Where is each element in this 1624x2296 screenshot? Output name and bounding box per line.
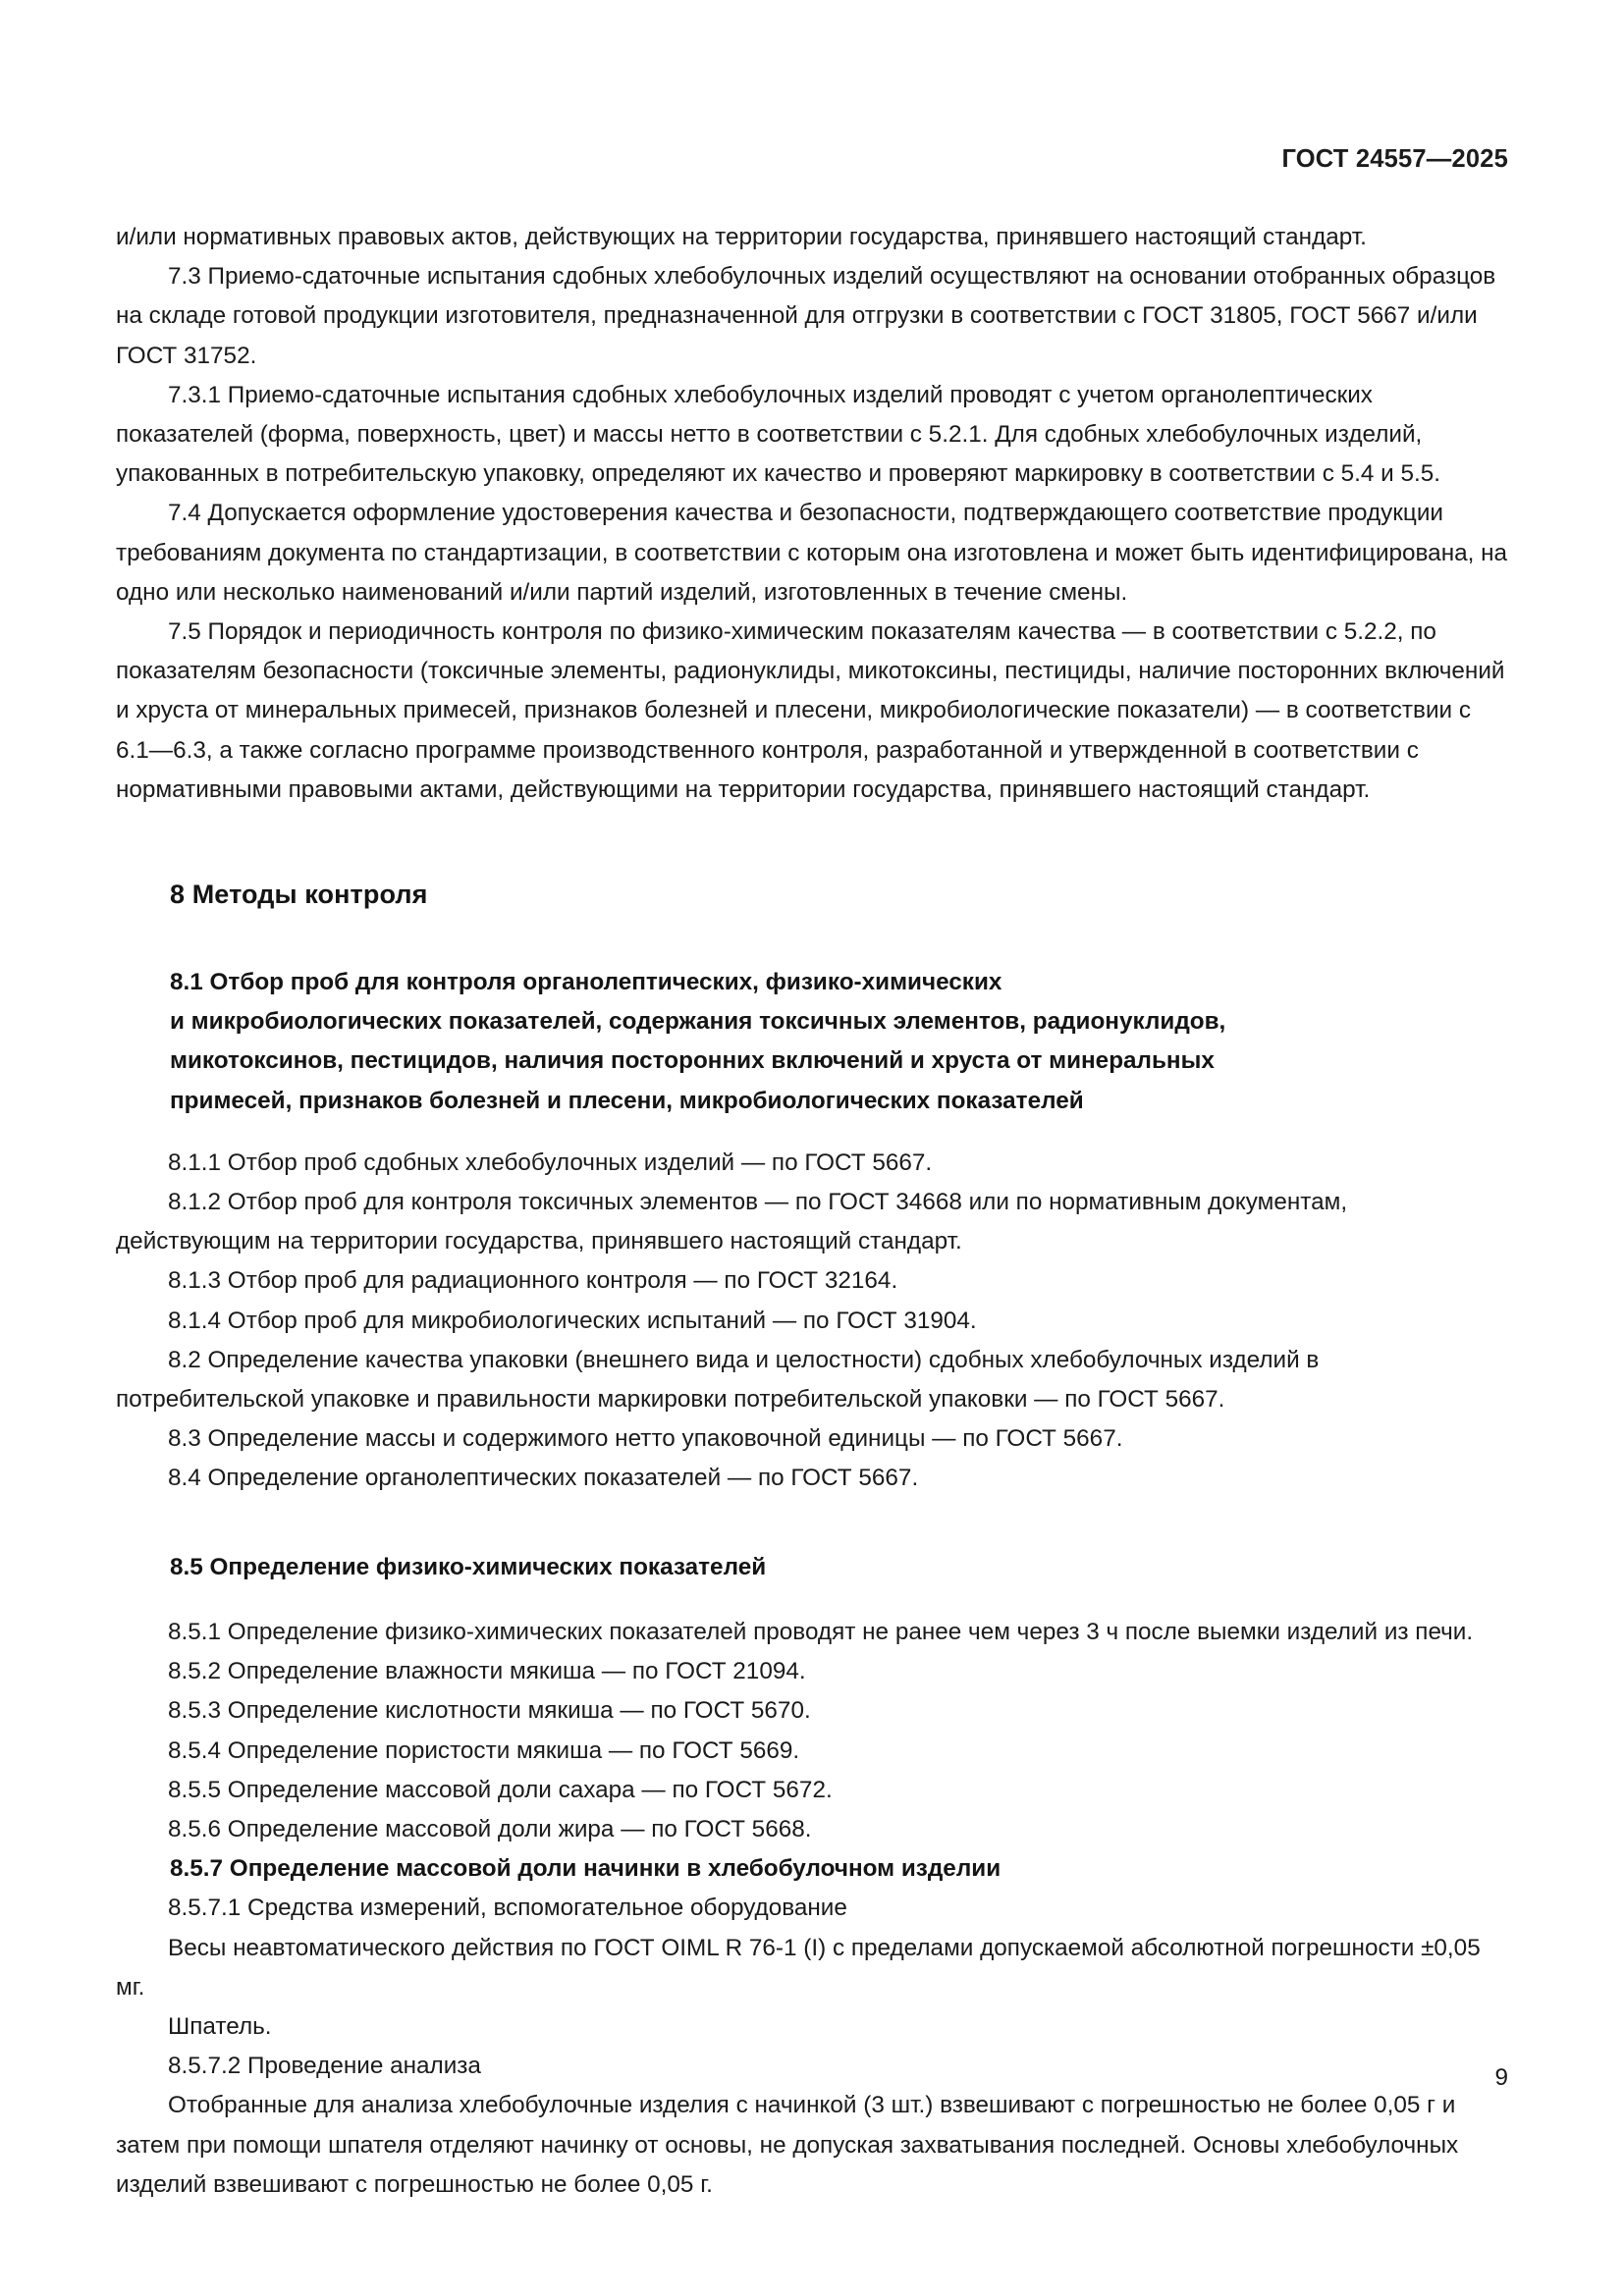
spacer-after-heading-8-5 bbox=[116, 1587, 1508, 1613]
paragraph-8-5-4: 8.5.4 Определение пористости мякиша — по ГОСТ 5669. bbox=[168, 1736, 800, 1764]
heading-8-1-line-3: микотоксинов, пестицидов, наличия посторонних включений и хруста от минеральных bbox=[170, 1047, 1215, 1075]
paragraph-8-1-1: 8.1.1 Отбор проб сдобных хлебобулочных изделий — по ГОСТ 5667. bbox=[168, 1148, 933, 1176]
paragraph-7-4: 7.4 Допускается оформление удостоверения качества и безопасности, подтверждающего соответствие продукции требованиям документа по стандартизации, в соответствии с которым она изготовлена и может быть идентифицирована, на одно или несколько наименований и/или партий изделий, изготовленных в течение смены. bbox=[116, 500, 1508, 606]
paragraph-scales-equipment: Весы неавтоматического действия по ГОСТ OIML R 76-1 (I) с пределами допускаемой абсолютной погрешности ±0,05 мг. bbox=[116, 1934, 1481, 2001]
spacer-after-heading-8-1 bbox=[116, 1121, 1508, 1144]
heading-8-1-line-2: и микробиологических показателей, содержания токсичных элементов, радионуклидов, bbox=[170, 1008, 1226, 1036]
paragraph-8-4: 8.4 Определение органолептических показателей — по ГОСТ 5667. bbox=[168, 1465, 919, 1492]
paragraph-7-5: 7.5 Порядок и периодичность контроля по физико-химическим показателям качества — в соответствии с 5.2.2, по показателям безопасности (токсичные элементы, радионуклиды, микотоксины, пестициды, наличие посторонних включений и хруста от минеральных примесей, признаков болезней и плесени, микробиологические показатели) — в соответствии с 6.1—6.3, а также согласно программе производственного контроля, разработанной и утвержденной в соответствии с нормативными правовыми актами, действующими на территории государства, принявшего настоящий стандарт. bbox=[116, 618, 1505, 803]
paragraph-8-1-4: 8.1.4 Отбор проб для микробиологических испытаний — по ГОСТ 31904. bbox=[168, 1307, 977, 1334]
standard-designation: ГОСТ 24557—2025 bbox=[1281, 145, 1508, 173]
paragraph-8-5-3: 8.5.3 Определение кислотности мякиша — по ГОСТ 5670. bbox=[168, 1697, 811, 1725]
heading-8-1-line-4: примесей, признаков болезней и плесени, микробиологических показателей bbox=[170, 1087, 1084, 1114]
paragraph-8-5-5: 8.5.5 Определение массовой доли сахара — по ГОСТ 5672. bbox=[168, 1776, 833, 1803]
paragraph-7-2-continuation: и/или нормативных правовых актов, действующих на территории государства, принявшего настоящий стандарт. bbox=[116, 224, 1367, 250]
paragraph-spatula: Шпатель. bbox=[168, 2012, 272, 2040]
paragraph-8-3: 8.3 Определение массы и содержимого нетто упаковочной единицы — по ГОСТ 5667. bbox=[168, 1425, 1123, 1453]
paragraph-8-5-1: 8.5.1 Определение физико-химических показателей проводят не ранее чем через 3 ч после выемки изделий из печи. bbox=[168, 1618, 1474, 1645]
heading-8-5: 8.5 Определение физико-химических показателей bbox=[170, 1553, 767, 1580]
spacer-before-heading-8-5 bbox=[116, 1499, 1508, 1548]
spacer-before-section-8 bbox=[116, 810, 1508, 877]
heading-8-5-7: 8.5.7 Определение массовой доли начинки в хлебобулочном изделии bbox=[170, 1855, 1001, 1883]
paragraph-8-5-7-1: 8.5.7.1 Средства измерений, вспомогательное оборудование bbox=[168, 1895, 847, 1922]
paragraph-8-1-2: 8.1.2 Отбор проб для контроля токсичных элементов — по ГОСТ 34668 или по нормативным документам, действующим на территории государства, принявшего настоящий стандарт. bbox=[116, 1189, 1348, 1255]
heading-section-8: 8 Методы контроля bbox=[170, 880, 428, 910]
spacer-after-section-8 bbox=[116, 912, 1508, 963]
paragraph-8-5-7-2: 8.5.7.2 Проведение анализа bbox=[168, 2053, 481, 2080]
paragraph-8-5-2: 8.5.2 Определение влажности мякиша — по ГОСТ 21094. bbox=[168, 1658, 806, 1685]
heading-8-1-line-1: 8.1 Отбор проб для контроля органолептических, физико-химических bbox=[170, 969, 1002, 996]
paragraph-analysis-procedure: Отобранные для анализа хлебобулочные изделия с начинкой (3 шт.) взвешивают с погрешностью не более 0,05 г и затем при помощи шпателя отделяют начинку от основы, не допуская захватывания последней. Основы хлебобулочных изделий взвешивают с погрешностью не более 0,05 г. bbox=[116, 2092, 1459, 2198]
paragraph-8-2: 8.2 Определение качества упаковки (внешнего вида и целостности) сдобных хлебобулочных изделий в потребительской упаковке и правильности маркировки потребительской упаковки — по ГОСТ 5667. bbox=[116, 1346, 1320, 1414]
paragraph-8-5-6: 8.5.6 Определение массовой доли жира — по ГОСТ 5668. bbox=[168, 1815, 812, 1842]
page-header bbox=[116, 145, 1508, 179]
page-content bbox=[116, 218, 1508, 2205]
page-number: 9 bbox=[1494, 2064, 1508, 2091]
paragraph-7-3-1: 7.3.1 Приемо-сдаточные испытания сдобных хлебобулочных изделий проводят с учетом органолептических показателей (форма, поверхность, цвет) и массы нетто в соответствии с 5.2.1. Для сдобных хлебобулочных изделий, упакованных в потребительскую упаковку, определяют их качество и проверяют маркировку в соответствии с 5.4 и 5.5. bbox=[116, 381, 1441, 488]
paragraph-8-1-3: 8.1.3 Отбор проб для радиационного контроля — по ГОСТ 32164. bbox=[168, 1267, 898, 1295]
paragraph-7-3: 7.3 Приемо-сдаточные испытания сдобных хлебобулочных изделий осуществляют на основании отобранных образцов на складе готовой продукции изготовителя, предназначенной для отгрузки в соответствии с ГОСТ 31805, ГОСТ 5667 и/или ГОСТ 31752. bbox=[116, 263, 1496, 369]
